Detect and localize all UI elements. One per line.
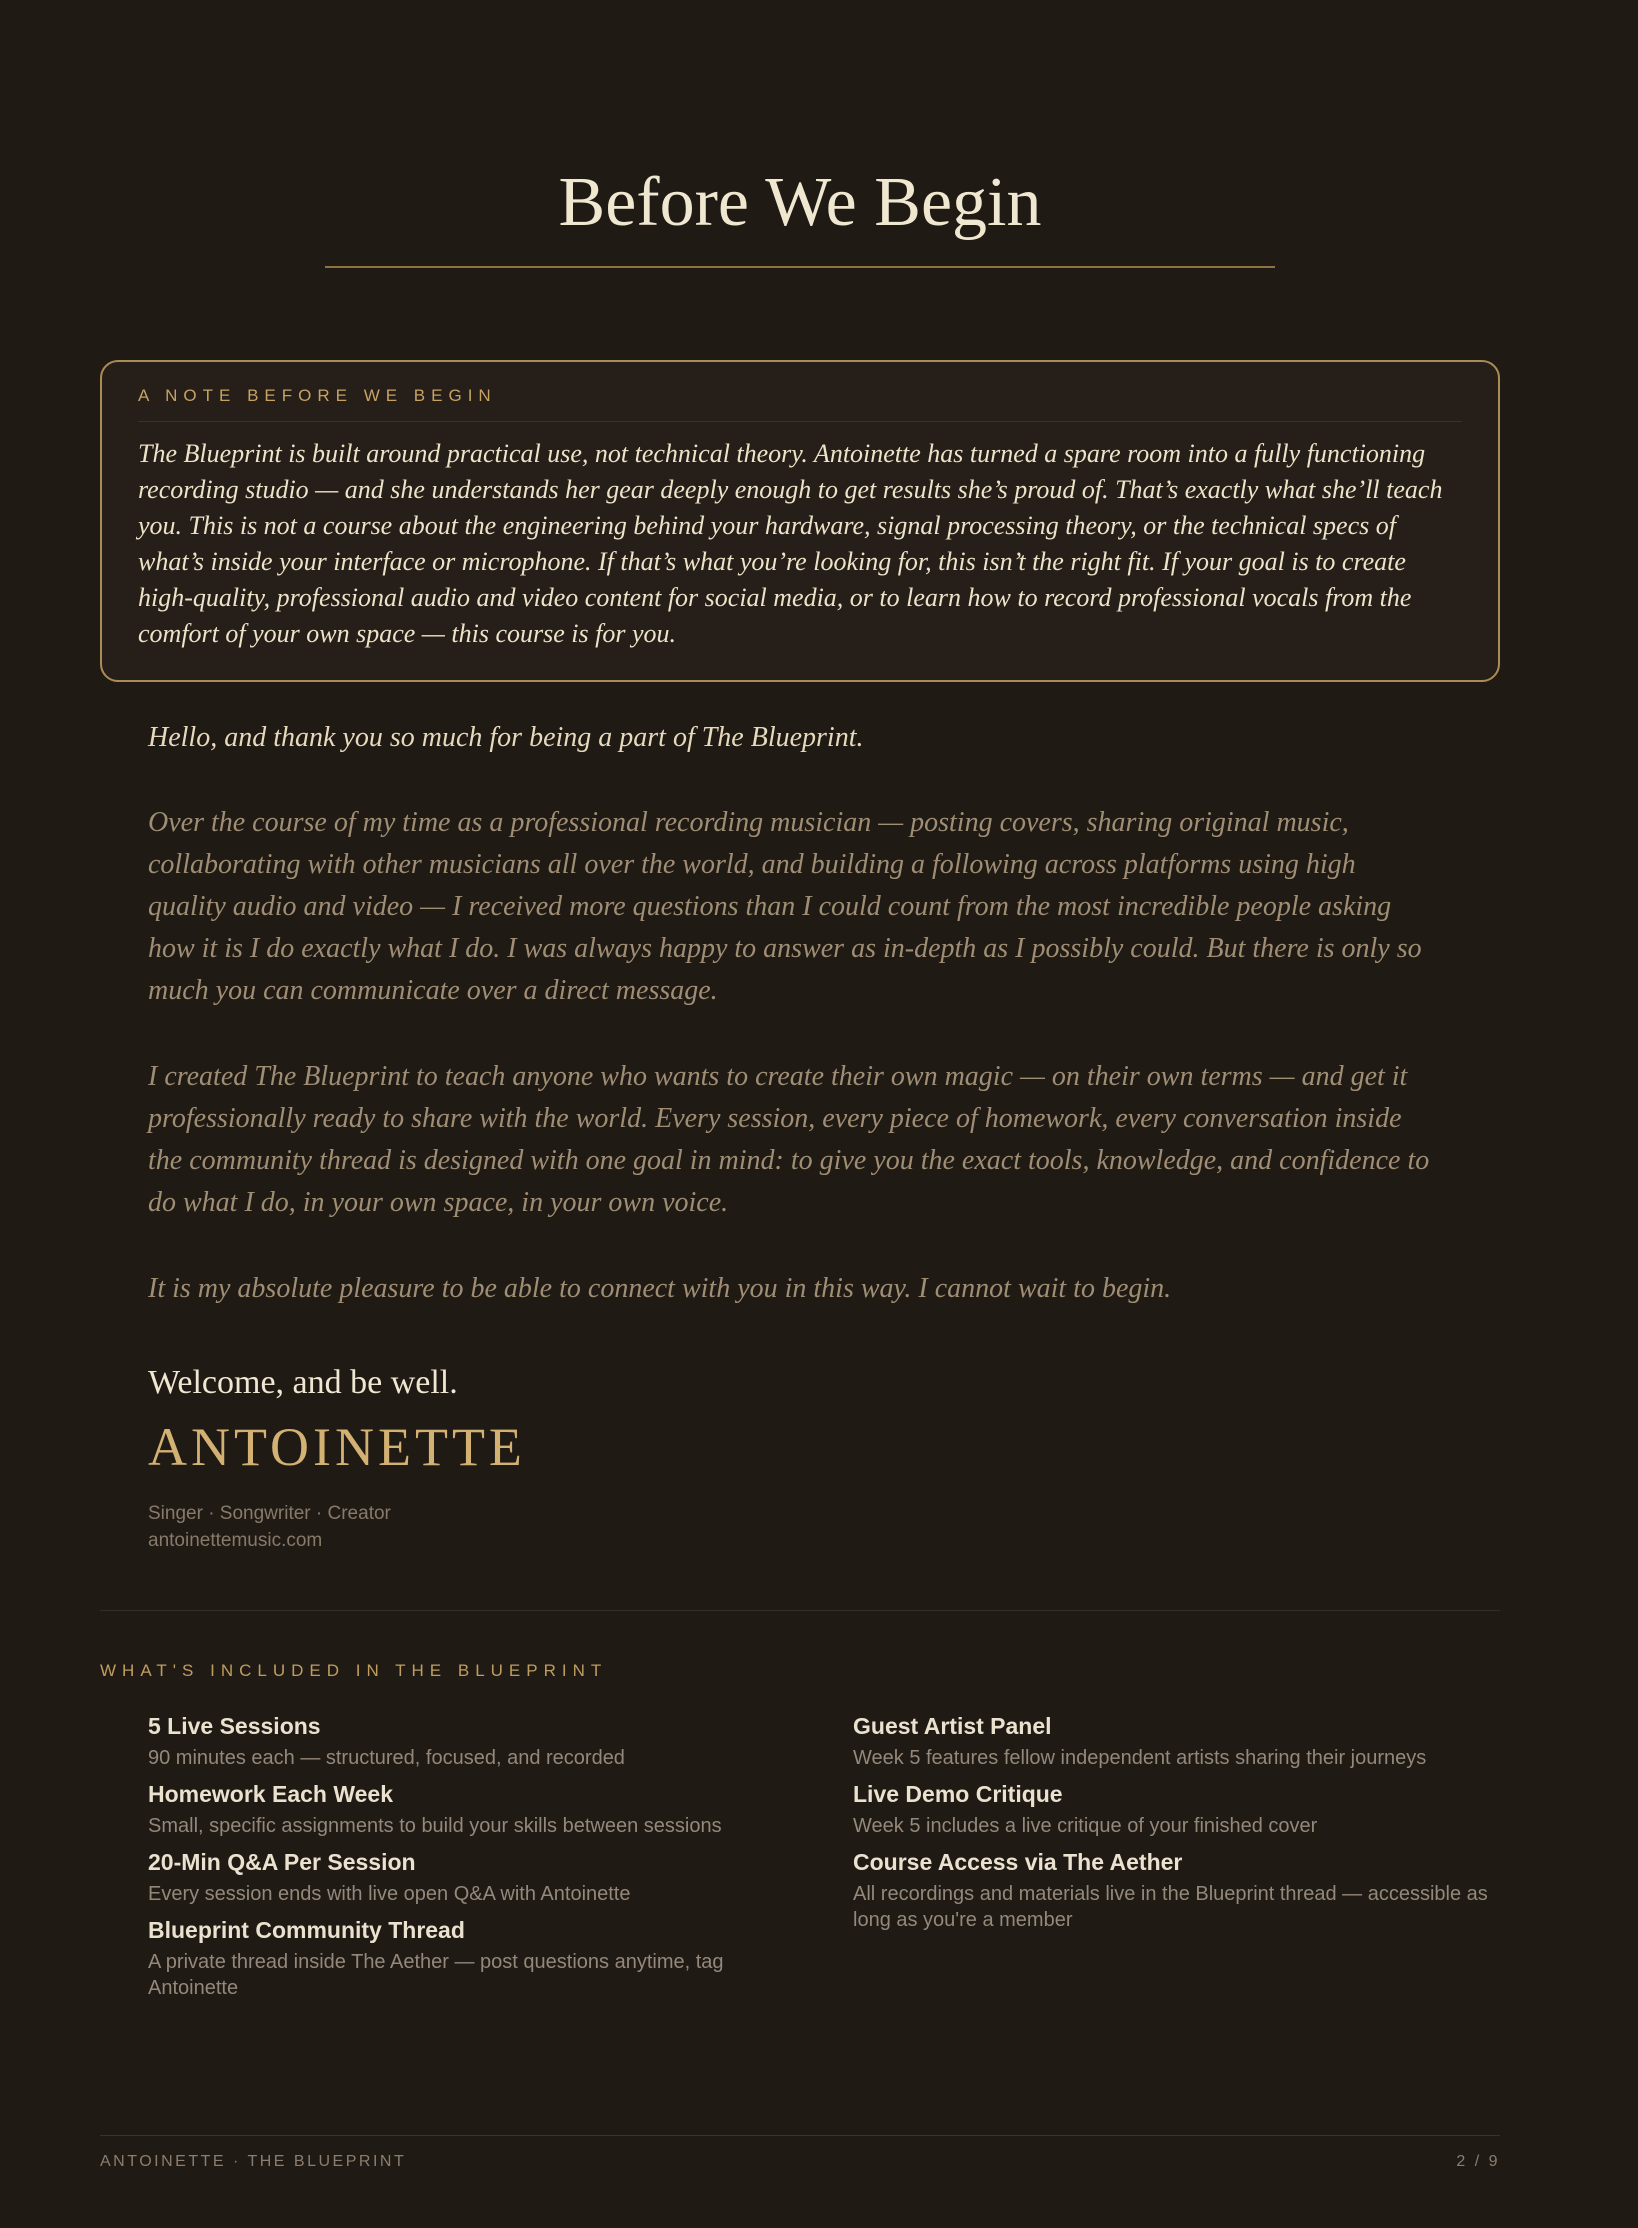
included-column-left (148, 1711, 853, 2009)
item-title: Blueprint Community Thread (148, 1917, 465, 1943)
item-description: Small, specific assignments to build your skills between sessions (148, 1815, 722, 1837)
page-footer (100, 2135, 1500, 2171)
included-item (148, 1915, 853, 2001)
included-grid (100, 1711, 1500, 2009)
note-divider (138, 421, 1462, 422)
item-description: 90 minutes each — structured, focused, and recorded (148, 1747, 625, 1769)
letter-paragraph: I created The Blueprint to teach anyone who wants to create their own magic — on their own terms — and get it professionally ready to share with the world. Every session, every piece of homework, every conversation inside the community thread is designed with one goal in mind: to give you the exact tools, knowledge, and confidence to do what I do, in your own space, in your own voice. (148, 1061, 1430, 1218)
signature-meta (148, 1500, 1440, 1554)
title-rule (325, 266, 1275, 268)
item-title: Homework Each Week (148, 1781, 394, 1807)
letter (148, 718, 1440, 1554)
item-title: 20-Min Q&A Per Session (148, 1849, 416, 1875)
item-description: Week 5 includes a live critique of your finished cover (853, 1815, 1318, 1837)
note-label: A NOTE BEFORE WE BEGIN (138, 386, 497, 405)
letter-closing: Welcome, and be well. (148, 1364, 458, 1401)
included-item (853, 1711, 1500, 1771)
note-card (100, 360, 1500, 682)
page-title: Before We Begin (558, 164, 1042, 241)
included-item (148, 1847, 853, 1907)
item-description: Every session ends with live open Q&A with Antoinette (148, 1883, 631, 1905)
signature-role: Singer · Songwriter · Creator (148, 1503, 391, 1524)
item-title: Live Demo Critique (853, 1781, 1063, 1807)
item-title: Guest Artist Panel (853, 1713, 1052, 1739)
letter-greeting: Hello, and thank you so much for being a part of The Blueprint. (148, 722, 864, 753)
item-description: Week 5 features fellow independent artists sharing their journeys (853, 1747, 1427, 1769)
note-body: The Blueprint is built around practical use, not technical theory. Antoinette has turned a spare room into a fully functioning recording studio — and she understands her gear deeply enough to get results she’s proud of. That’s exactly what she’ll teach you. This is not a course about the engineering behind your hardware, signal processing theory, or the technical specs of what’s inside your interface or microphone. If that’s what you’re looking for, this isn’t the right fit. If your goal is to create high-quality, professional audio and video content for social media, or to learn how to record professional vocals from the comfort of your own space — this course is for you. (138, 439, 1443, 648)
item-title: Course Access via The Aether (853, 1849, 1183, 1875)
included-item (148, 1711, 853, 1771)
included-column-right (853, 1711, 1500, 2009)
footer-page-number: 2 / 9 (1456, 2153, 1500, 2170)
item-title: 5 Live Sessions (148, 1713, 321, 1739)
letter-paragraph: It is my absolute pleasure to be able to connect with you in this way. I cannot wait to begin. (148, 1273, 1172, 1304)
included-item (148, 1779, 853, 1839)
included-item (853, 1847, 1500, 1933)
included-label: WHAT'S INCLUDED IN THE BLUEPRINT (100, 1661, 608, 1680)
section-divider (100, 1610, 1500, 1611)
page-content (100, 164, 1500, 2009)
footer-brand: ANTOINETTE · THE BLUEPRINT (100, 2153, 407, 2170)
item-description: All recordings and materials live in the Blueprint thread — accessible as long as you're a member (853, 1883, 1488, 1931)
signature-website: antoinettemusic.com (148, 1530, 323, 1551)
signature-name: ANTOINETTE (148, 1417, 526, 1477)
footer-divider (100, 2135, 1500, 2136)
footer-row (100, 2153, 1500, 2171)
included-item (853, 1779, 1500, 1839)
letter-paragraph: Over the course of my time as a professional recording musician — posting covers, sharing original music, collaborating with other musicians all over the world, and building a following across platforms using high quality audio and video — I received more questions than I could count from the most incredible people asking how it is I do exactly what I do. I was always happy to answer as in-depth as I possibly could. But there is only so much you can communicate over a direct message. (148, 807, 1422, 1006)
item-description: A private thread inside The Aether — post questions anytime, tag Antoinette (148, 1951, 724, 1999)
